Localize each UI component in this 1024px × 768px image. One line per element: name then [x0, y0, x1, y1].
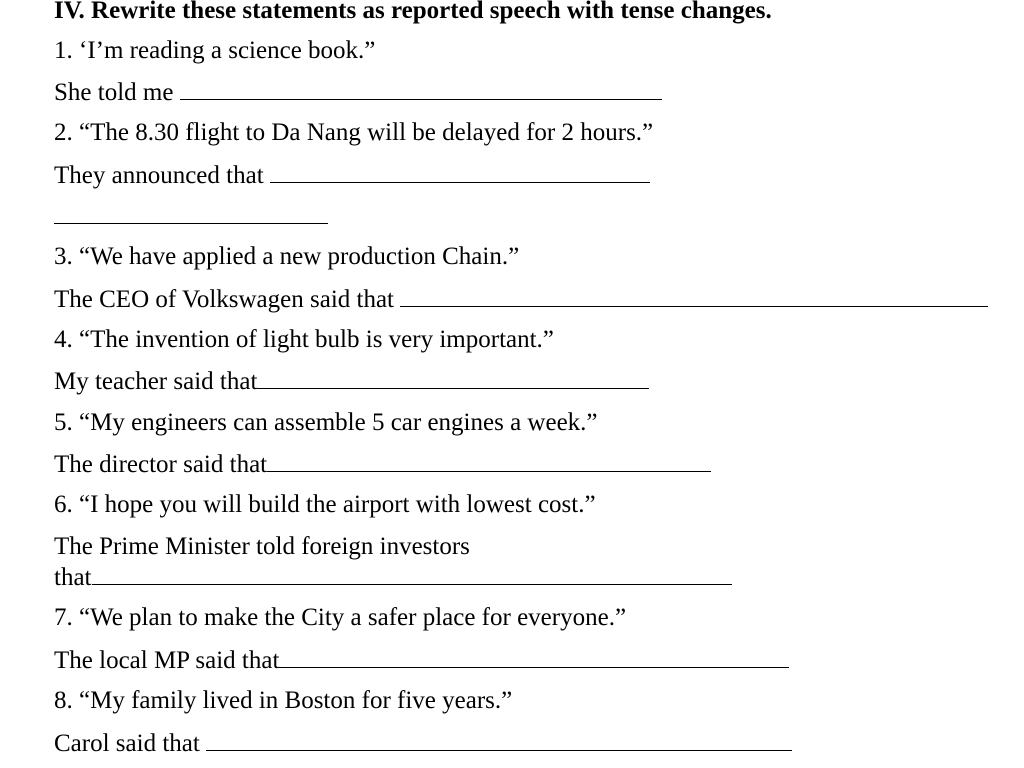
answer-prompt-7: The local MP said that [54, 647, 280, 674]
quote-4: 4. “The invention of light bulb is very important.” [54, 326, 554, 353]
answer-blank-6[interactable] [92, 562, 732, 585]
answer-row-6 [54, 562, 732, 593]
answer-blank-4[interactable] [257, 366, 649, 389]
quote-1: 1. ‘I’m reading a science book.” [54, 37, 376, 64]
answer-prompt-2: They announced that [54, 162, 270, 189]
answer-prompt-6: The Prime Minister told foreign investors [54, 533, 470, 560]
answer-row-7 [54, 645, 789, 676]
answer-blank-8[interactable] [206, 728, 792, 751]
answer-row-3 [54, 284, 988, 315]
answer-prompt-3: The CEO of Volkswagen said that [54, 286, 401, 313]
answer-row-5 [54, 449, 711, 480]
quote-7: 7. “We plan to make the City a safer place for everyone.” [54, 604, 627, 631]
answer-prompt-5: The director said that [54, 451, 268, 478]
quote-2: 2. “The 8.30 flight to Da Nang will be delayed for 2 hours.” [54, 119, 654, 146]
answer-blank-1[interactable] [180, 77, 662, 100]
quote-6: 6. “I hope you will build the airport with lowest cost.” [54, 491, 596, 518]
answer-blank-2[interactable] [270, 160, 650, 183]
answer-row-2 [54, 160, 650, 191]
answer-row-4 [54, 366, 649, 397]
answer-prompt-4: My teacher said that [54, 368, 258, 395]
answer-blank-2-continued[interactable] [54, 201, 328, 224]
answer-prompt-6-continued: that [54, 564, 92, 591]
answer-prompt-8: Carol said that [54, 730, 207, 757]
answer-blank-7[interactable] [279, 645, 789, 668]
answer-blank-5[interactable] [267, 449, 711, 472]
answer-prompt-1: She told me [54, 79, 180, 106]
answer-row-2-continued [54, 201, 328, 232]
quote-5: 5. “My engineers can assemble 5 car engines a week.” [54, 409, 598, 436]
exercise-heading: IV. Rewrite these statements as reported speech with tense changes. [54, 0, 772, 24]
answer-row-1 [54, 77, 662, 108]
answer-row-8 [54, 728, 792, 759]
quote-3: 3. “We have applied a new production Chain.” [54, 243, 520, 270]
quote-8: 8. “My family lived in Boston for five years.” [54, 687, 513, 714]
answer-blank-3[interactable] [400, 284, 988, 307]
